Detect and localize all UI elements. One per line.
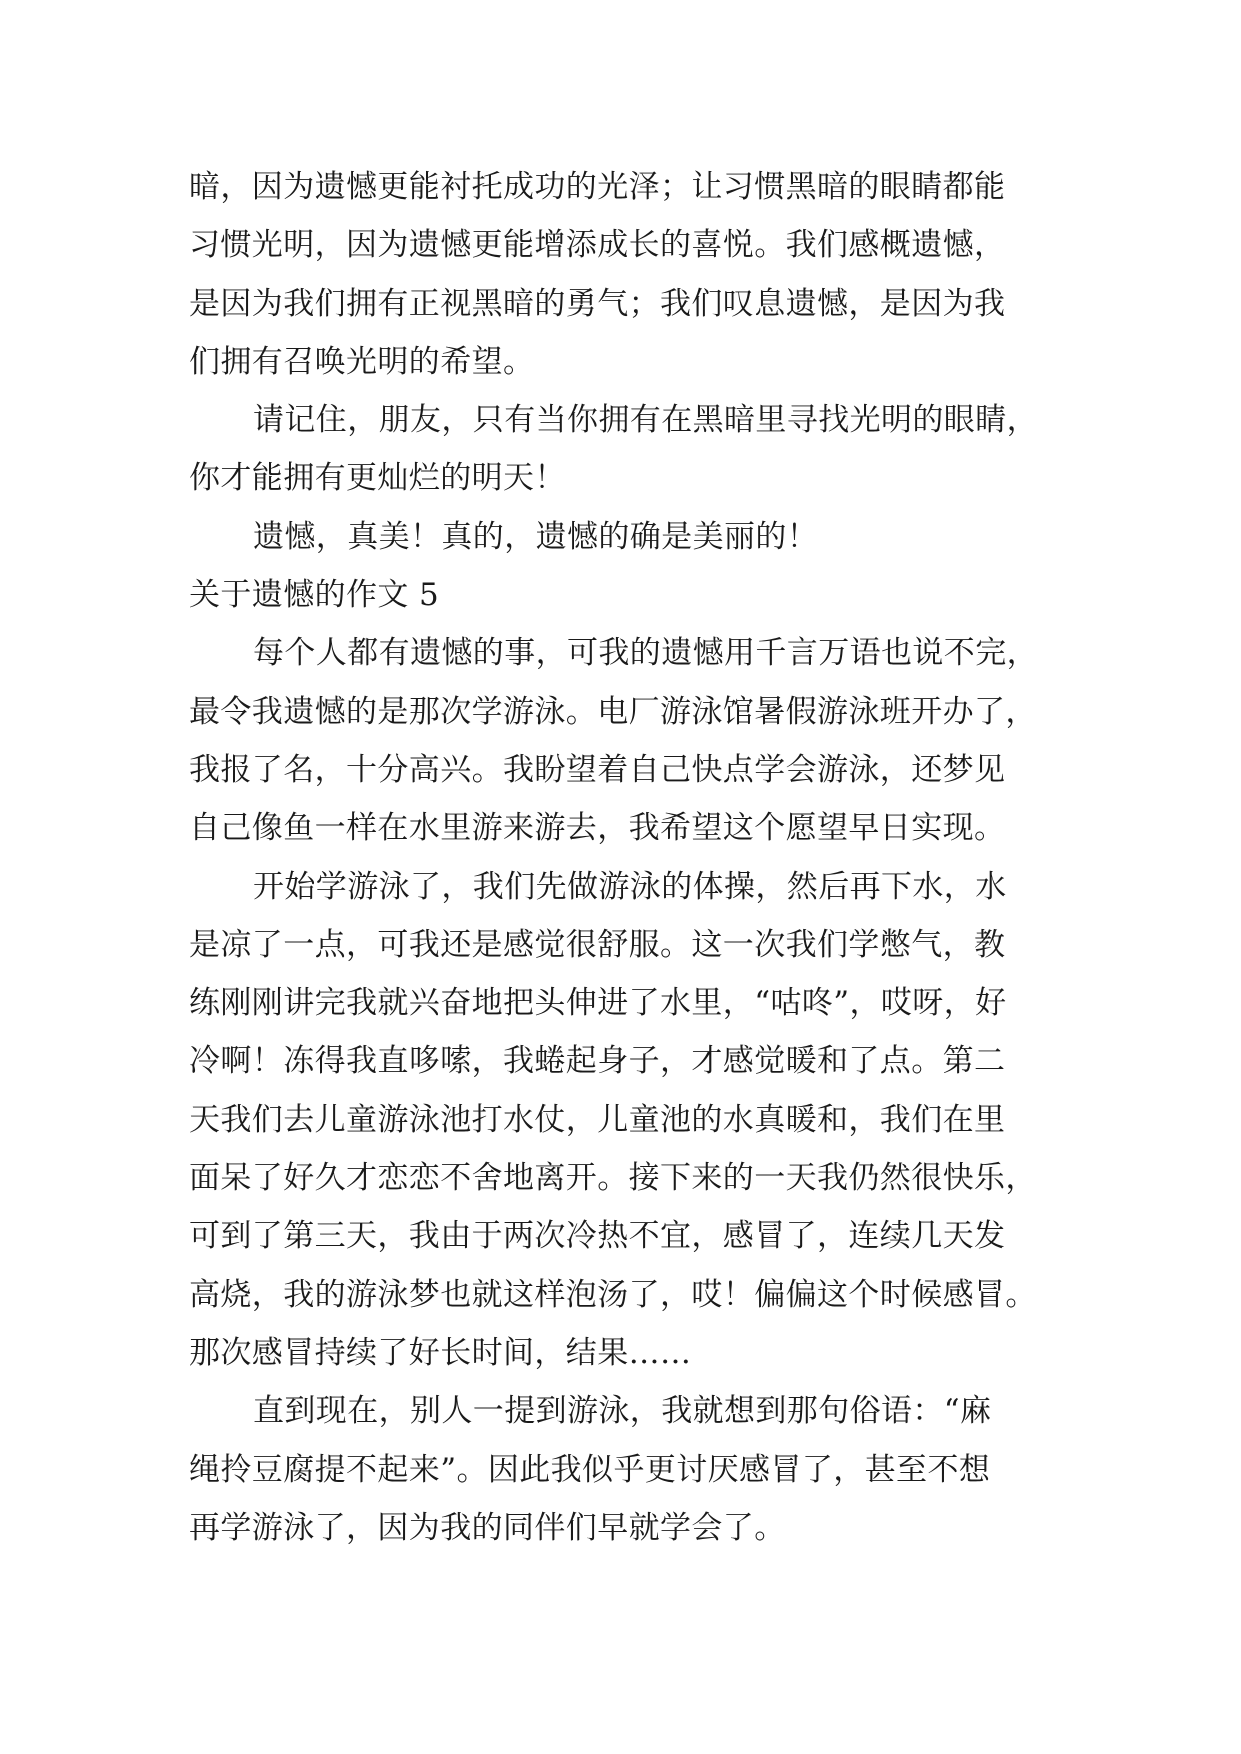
text-line: 我报了名，十分高兴。我盼望着自己快点学会游泳，还梦见	[189, 751, 1006, 788]
paragraph-start-line: 开始学游泳了，我们先做游泳的体操，然后再下水，水	[253, 868, 1007, 905]
text-line: 暗，因为遗憾更能衬托成功的光泽；让习惯黑暗的眼睛都能	[189, 169, 1006, 205]
text-line: 冷啊！冻得我直哆嗦，我蜷起身子，才感觉暖和了点。第二	[189, 1043, 1006, 1080]
text-line: 高烧，我的游泳梦也就这样泡汤了，哎！偏偏这个时候感冒。	[189, 1276, 1037, 1313]
paragraph-start-line: 每个人都有遗憾的事，可我的遗憾用千言万语也说不完，	[253, 635, 1038, 672]
text-line: 们拥有召唤光明的希望。	[189, 343, 535, 380]
text-line: 那次感冒持续了好长时间，结果……	[189, 1334, 692, 1371]
text-line: 绳拎豆腐提不起来”。因此我似乎更讨厌感冒了，甚至不想	[189, 1451, 991, 1488]
text-line: 再学游泳了，因为我的同伴们早就学会了。	[189, 1509, 786, 1546]
paragraph-start-line: 请记住，朋友，只有当你拥有在黑暗里寻找光明的眼睛，	[253, 402, 1038, 439]
text-line: 可到了第三天，我由于两次冷热不宜，感冒了，连续几天发	[189, 1218, 1006, 1255]
paragraph-start-line: 遗憾，真美！真的，遗憾的确是美丽的！	[253, 518, 819, 555]
paragraph-start-line: 直到现在，别人一提到游泳，我就想到那句俗语：“麻	[253, 1393, 992, 1430]
section-heading: 关于遗憾的作文 5	[189, 577, 440, 614]
text-line: 面呆了好久才恋恋不舍地离开。接下来的一天我仍然很快乐，	[189, 1160, 1037, 1197]
text-line: 天我们去儿童游泳池打水仗，儿童池的水真暖和，我们在里	[189, 1101, 1006, 1138]
text-line: 最令我遗憾的是那次学游泳。电厂游泳馆暑假游泳班开办了，	[189, 693, 1037, 730]
text-line: 是凉了一点，可我还是感觉很舒服。这一次我们学憋气，教	[189, 926, 1006, 963]
text-line: 习惯光明，因为遗憾更能增添成长的喜悦。我们感概遗憾，	[189, 227, 1006, 264]
essay-body	[189, 158, 1059, 1557]
text-line: 练刚刚讲完我就兴奋地把头伸进了水里，“咕咚”，哎呀，好	[189, 985, 1007, 1022]
text-line: 自己像鱼一样在水里游来游去，我希望这个愿望早日实现。	[189, 810, 1006, 847]
text-line: 是因为我们拥有正视黑暗的勇气；我们叹息遗憾，是因为我	[189, 285, 1006, 322]
text-line: 你才能拥有更灿烂的明天！	[189, 460, 566, 497]
